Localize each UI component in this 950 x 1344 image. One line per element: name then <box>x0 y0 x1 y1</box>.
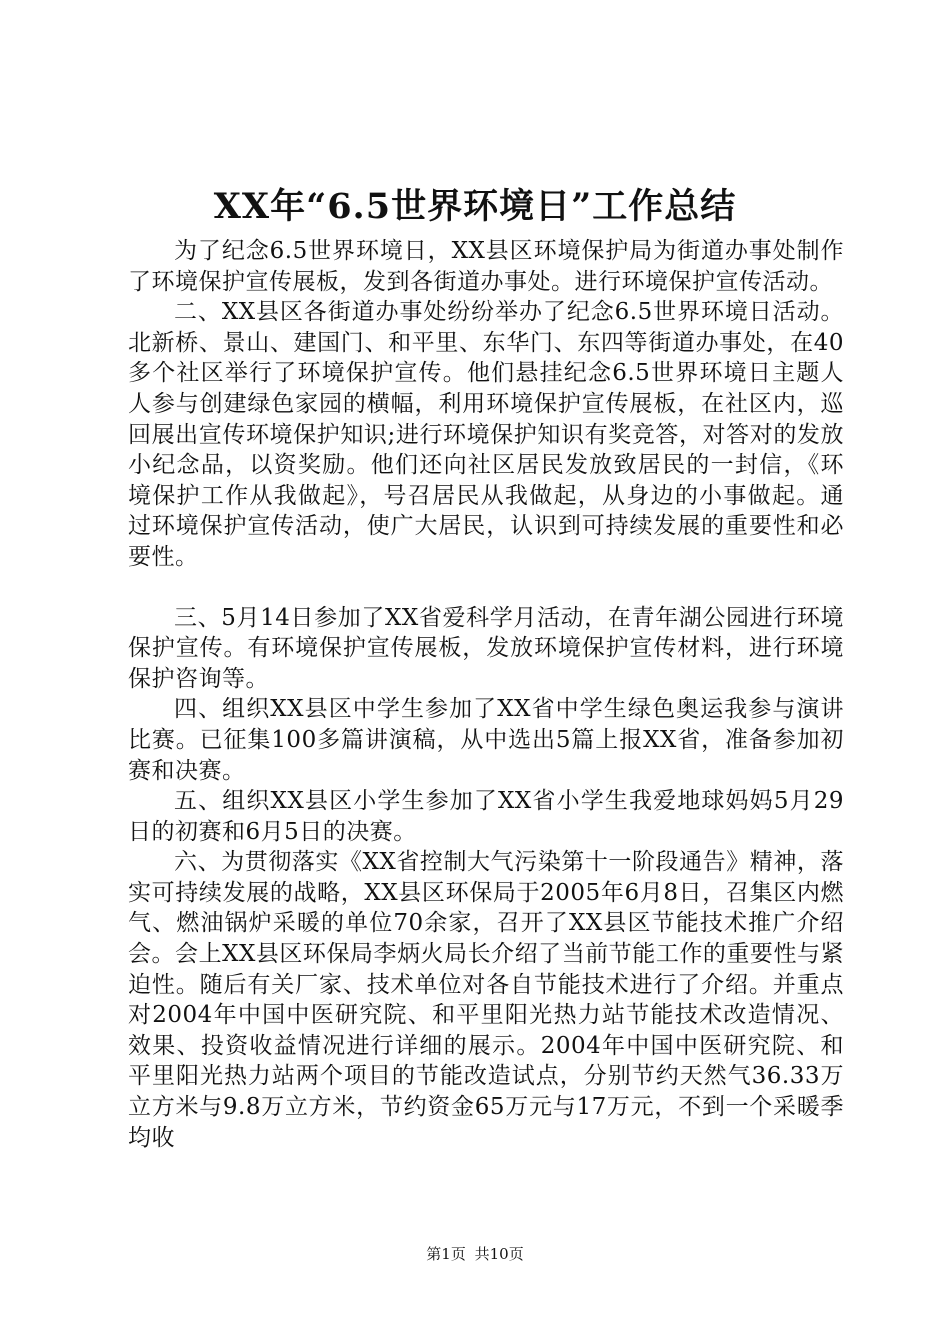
page-total: 共10页 <box>474 1245 524 1263</box>
page-number: 第1页 <box>426 1245 466 1263</box>
paragraph-6: 六、为贯彻落实《XX省控制大气污染第十一阶段通告》精神，落实可持续发展的战略，XX县区环保局于2005年6月8日，召集区内燃气、燃油锅炉采暖的单位70余家，召开了XX县区节能技术推广介绍会。会上XX县区环保局李炳火局长介绍了当前节能工作的重要性与紧迫性。随后有关厂家、技术单位对各自节能技术进行了介绍。并重点对2004年中国中医研究院、和平里阳光热力站节能技术改造情况、效果、投资收益情况进行详细的展示。2004年中国中医研究院、和平里阳光热力站两个项目的节能改造试点，分别节约天然气36.33万立方米与9.8万立方米，节约资金65万元与17万元，不到一个采暖季均收 <box>128 849 844 1151</box>
paragraph-intro: 为了纪念6.5世界环境日，XX县区环境保护局为街道办事处制作了环境保护宣传展板，发到各街道办事处。进行环境保护宣传活动。 <box>128 238 844 295</box>
paragraph-4: 四、组织XX县区中学生参加了XX省中学生绿色奥运我参与演讲比赛。已征集100多篇讲演稿，从中选出5篇上报XX省，准备参加初赛和决赛。 <box>128 696 844 784</box>
document-title: XX年“6.5世界环境日”工作总结 <box>213 186 737 227</box>
paragraph-3: 三、5月14日参加了XX省爱科学月活动，在青年湖公园进行环境保护宣传。有环境保护宣传展板，发放环境保护宣传材料，进行环境保护咨询等。 <box>128 604 844 692</box>
document-body <box>128 236 844 1153</box>
paragraph-2: 二、XX县区各街道办事处纷纷举办了纪念6.5世界环境日活动。北新桥、景山、建国门、和平里、东华门、东四等街道办事处，在40多个社区举行了环境保护宣传。他们悬挂纪念6.5世界环境日主题人人参与创建绿色家园的横幅，利用环境保护宣传展板，在社区内，巡回展出宣传环境保护知识;进行环境保护知识有奖竞答，对答对的发放小纪念品，以资奖励。他们还向社区居民发放致居民的一封信，《环境保护工作从我做起》，号召居民从我做起，从身边的小事做起。通过环境保护宣传活动，使广大居民，认识到可持续发展的重要性和必要性。 <box>128 299 844 570</box>
page-footer <box>0 1244 950 1264</box>
paragraph-5: 五、组织XX县区小学生参加了XX省小学生我爱地球妈妈5月29日的初赛和6月5日的决赛。 <box>128 788 844 845</box>
